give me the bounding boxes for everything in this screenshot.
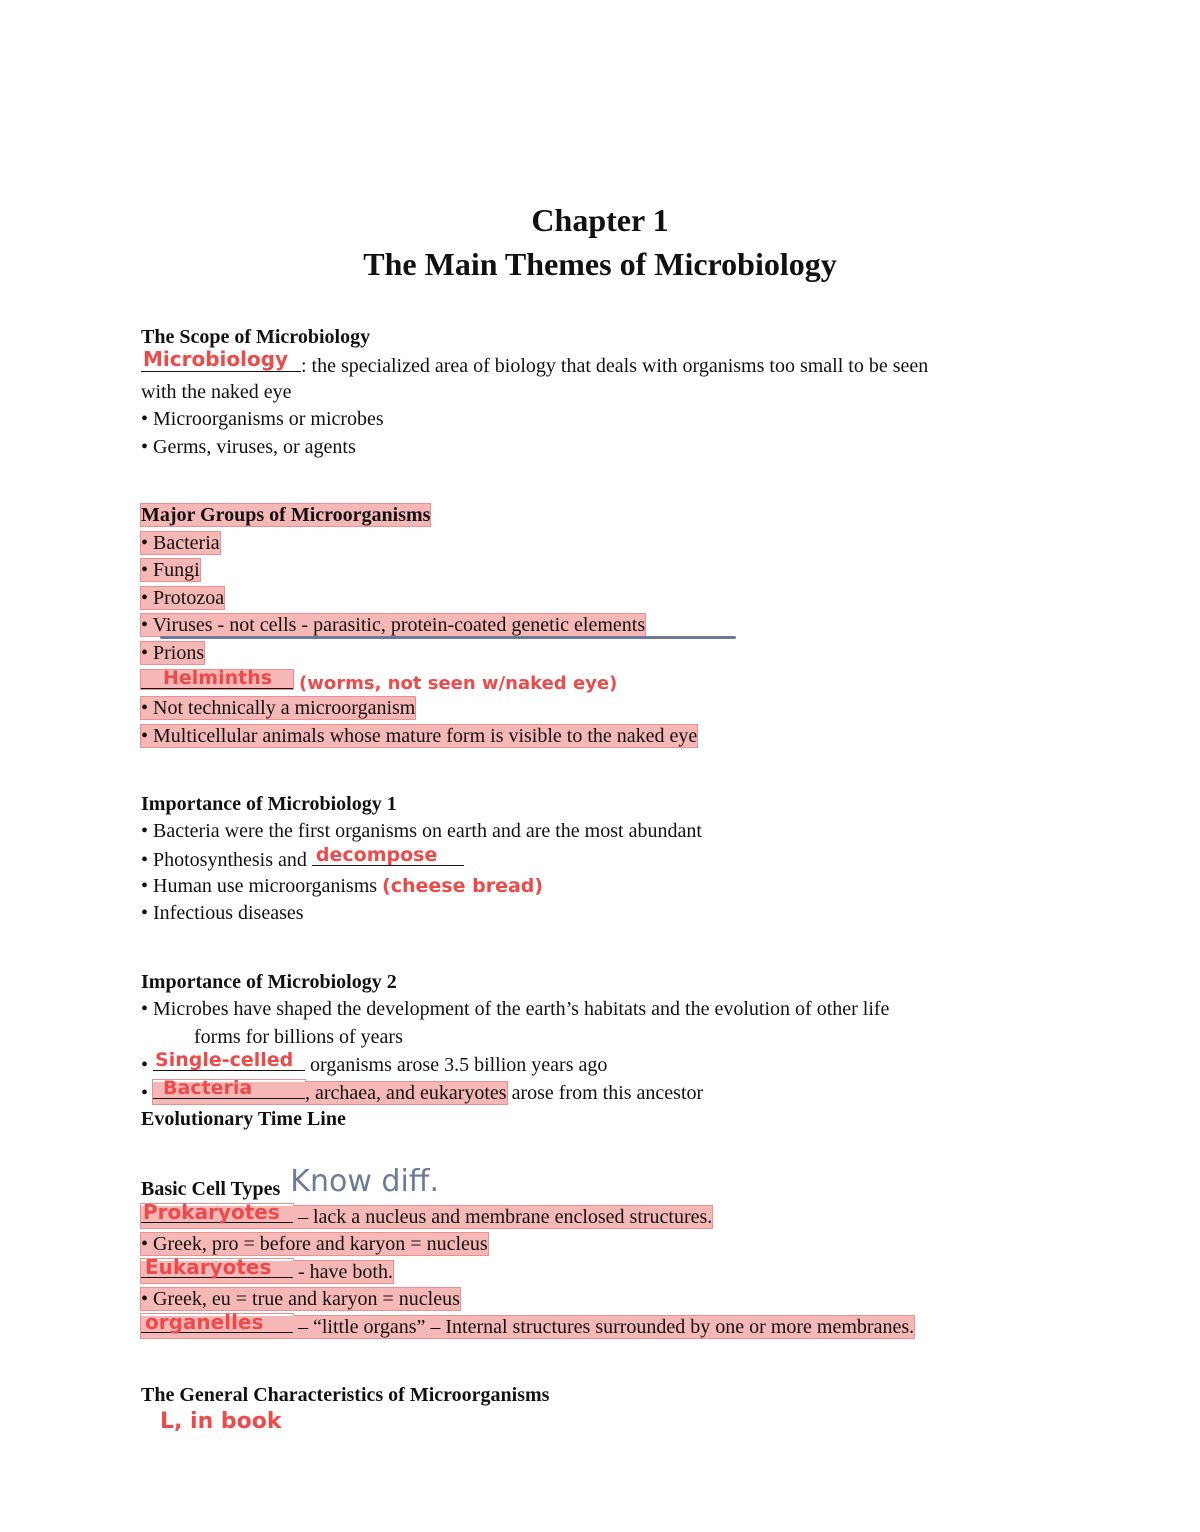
- protozoa-text: • Protozoa: [141, 587, 225, 609]
- photosynthesis-text: • Photosynthesis and: [141, 849, 312, 871]
- eukaryotes-greek-text: • Greek, eu = true and karyon = nucleus: [141, 1288, 460, 1310]
- handwritten-know-diff: Know diff.: [290, 1164, 439, 1199]
- prions-text: • Prions: [141, 642, 205, 664]
- scope-heading: The Scope of Microbiology: [141, 326, 371, 348]
- importance-2-bullet-1: • Microbes have shaped the development of the earth’s habitats and the evolution of other life: [141, 998, 890, 1020]
- cell-types-heading-line: [141, 1164, 439, 1201]
- prokaryotes-text: – lack a nucleus and membrane enclosed structures.: [293, 1206, 713, 1228]
- handwritten-bacteria: Bacteria: [163, 1077, 253, 1099]
- multicellular-text: • Multicellular animals whose mature form is visible to the naked eye: [141, 725, 698, 747]
- general-heading: The General Characteristics of Microorganisms: [141, 1384, 550, 1406]
- handwritten-eukaryotes: Eukaryotes: [145, 1255, 272, 1279]
- blank-microbiology: [141, 347, 301, 372]
- blank-eukaryotes: [141, 1255, 293, 1279]
- blank-helminths: [141, 667, 293, 689]
- importance-1-bullet-1: • Bacteria were the first organisms on earth and are the most abundant: [141, 820, 702, 842]
- handwritten-microbiology: Microbiology: [143, 347, 289, 371]
- pen-underline-viruses: [160, 636, 736, 639]
- timeline-heading: Evolutionary Time Line: [141, 1108, 346, 1130]
- handwritten-in-book: L, in book: [160, 1409, 282, 1434]
- handwritten-decompose: decompose: [315, 844, 438, 866]
- organelles-line: [141, 1310, 915, 1339]
- importance-1-bullet-3: [141, 874, 543, 898]
- ancestor-text: arose from this ancestor: [506, 1082, 704, 1104]
- eukaryotes-line: [141, 1255, 393, 1284]
- definition-continued: with the naked eye: [141, 381, 292, 403]
- groups-bullet-not-micro: [141, 696, 415, 720]
- groups-bullet-bacteria: [141, 531, 220, 555]
- cell-types-heading: Basic Cell Types: [141, 1178, 281, 1200]
- eukaryotes-greek: [141, 1287, 460, 1311]
- chapter-title: The Main Themes of Microbiology: [363, 246, 837, 282]
- prokaryotes-line: [141, 1200, 713, 1229]
- prokaryotes-greek-text: • Greek, pro = before and karyon = nucleus: [141, 1233, 488, 1255]
- blank-bacteria: [153, 1077, 305, 1099]
- viruses-text: • Viruses - not cells - parasitic, protein-coated genetic elements: [141, 614, 646, 636]
- scope-bullet-1: • Microorganisms or microbes: [141, 408, 384, 430]
- bullet-2: •: [141, 1054, 154, 1076]
- handwritten-cheese-bread: (cheese bread): [382, 875, 544, 897]
- archaea-eukaryotes-text: , archaea, and eukaryotes: [305, 1082, 507, 1104]
- importance-1-heading: Importance of Microbiology 1: [141, 793, 397, 815]
- prokaryotes-greek: [141, 1232, 488, 1256]
- blank-organelles: [141, 1310, 293, 1334]
- blank-prokaryotes: [141, 1200, 293, 1224]
- fungi-text: • Fungi: [141, 559, 200, 581]
- blank-decompose: [312, 844, 464, 866]
- groups-bullet-viruses: [141, 613, 645, 637]
- handwritten-single-celled: Single-celled: [155, 1049, 294, 1071]
- scope-bullet-2: • Germs, viruses, or agents: [141, 436, 356, 458]
- handwritten-helminths-note: (worms, not seen w/naked eye): [299, 673, 618, 694]
- groups-bullet-multicellular: [141, 724, 697, 748]
- importance-2-bullet-3: [141, 1077, 704, 1105]
- importance-1-bullet-4: • Infectious diseases: [141, 902, 304, 924]
- importance-2-bullet-1-cont: forms for billions of years: [194, 1026, 403, 1048]
- human-use-text: • Human use microorganisms: [141, 875, 383, 897]
- groups-heading: [141, 503, 430, 527]
- bacteria-text: • Bacteria: [141, 532, 220, 554]
- groups-bullet-prions: [141, 641, 204, 665]
- not-micro-text: • Not technically a microorganism: [141, 697, 416, 719]
- organelles-text: – “little organs” – Internal structures surrounded by one or more membranes.: [293, 1316, 915, 1338]
- blank-single-celled: [153, 1049, 305, 1071]
- scope-definition: [141, 347, 929, 378]
- importance-2-heading: Importance of Microbiology 2: [141, 971, 397, 993]
- handwritten-organelles: organelles: [145, 1310, 264, 1334]
- handwritten-helminths: Helminths: [163, 667, 273, 689]
- chapter-number: Chapter 1: [531, 202, 669, 238]
- single-celled-text: organisms arose 3.5 billion years ago: [305, 1054, 608, 1076]
- importance-1-bullet-2: [141, 844, 464, 872]
- handwritten-prokaryotes: Prokaryotes: [143, 1200, 280, 1224]
- groups-bullet-fungi: [141, 558, 200, 582]
- importance-2-bullet-2: [141, 1049, 608, 1077]
- definition-text: : the specialized area of biology that deals with organisms too small to be seen: [301, 355, 929, 377]
- groups-bullet-protozoa: [141, 586, 224, 610]
- groups-heading-text: Major Groups of Microorganisms: [141, 504, 431, 526]
- eukaryotes-text: - have both.: [293, 1261, 393, 1283]
- helminths-line: [141, 667, 618, 696]
- bullet-3: •: [141, 1082, 154, 1104]
